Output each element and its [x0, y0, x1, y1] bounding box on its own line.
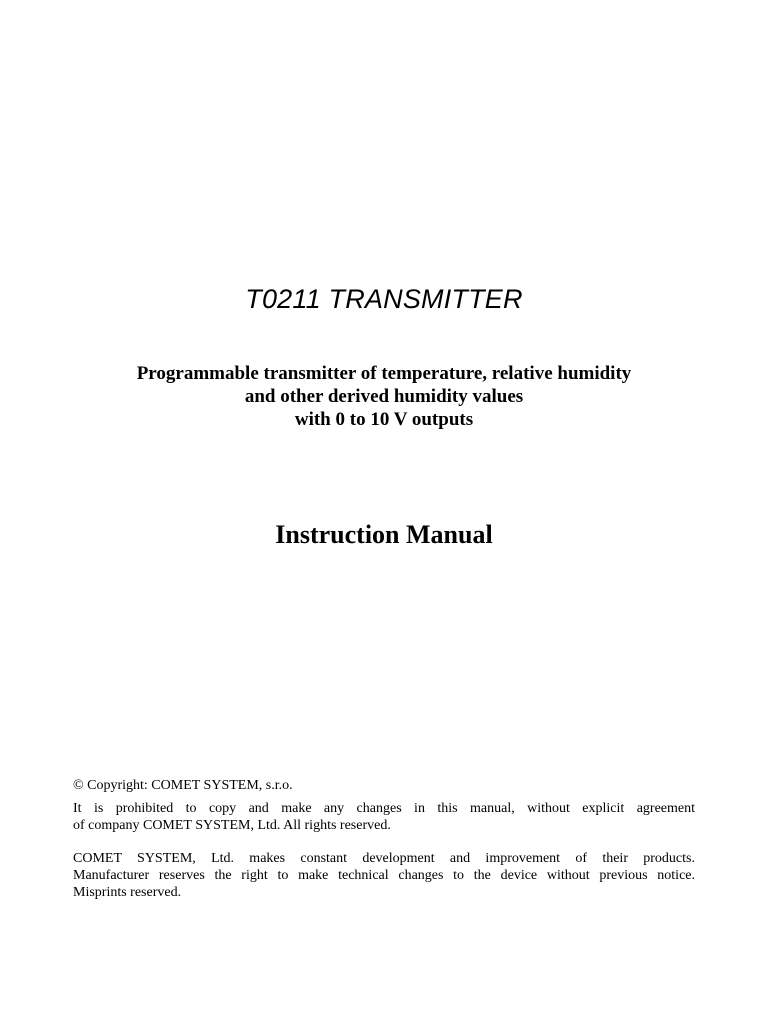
paragraph-line: It is prohibited to copy and make any changes in this manual, without explicit agreement [73, 801, 695, 816]
manual-heading: Instruction Manual [275, 520, 493, 549]
paragraph-line: COMET SYSTEM, Ltd. makes constant development and improvement of their products. [73, 851, 695, 866]
paragraph-line: of company COMET SYSTEM, Ltd. All rights reserved. [73, 818, 391, 833]
paragraph-line: Manufacturer reserves the right to make technical changes to the device without previous notice. [73, 868, 695, 883]
subtitle-line: with 0 to 10 V outputs [294, 409, 474, 430]
subtitle-line: and other derived humidity values [244, 386, 524, 407]
document-title: T0211 TRANSMITTER [245, 284, 523, 314]
copy-prohibition-paragraph [73, 800, 695, 834]
copyright-notice: © Copyright: COMET SYSTEM, s.r.o. [73, 778, 293, 793]
subtitle-line: Programmable transmitter of temperature, relative humidity [136, 363, 632, 384]
product-changes-paragraph [73, 850, 695, 901]
paragraph-line: Misprints reserved. [73, 885, 182, 900]
document-subtitle [0, 362, 768, 431]
